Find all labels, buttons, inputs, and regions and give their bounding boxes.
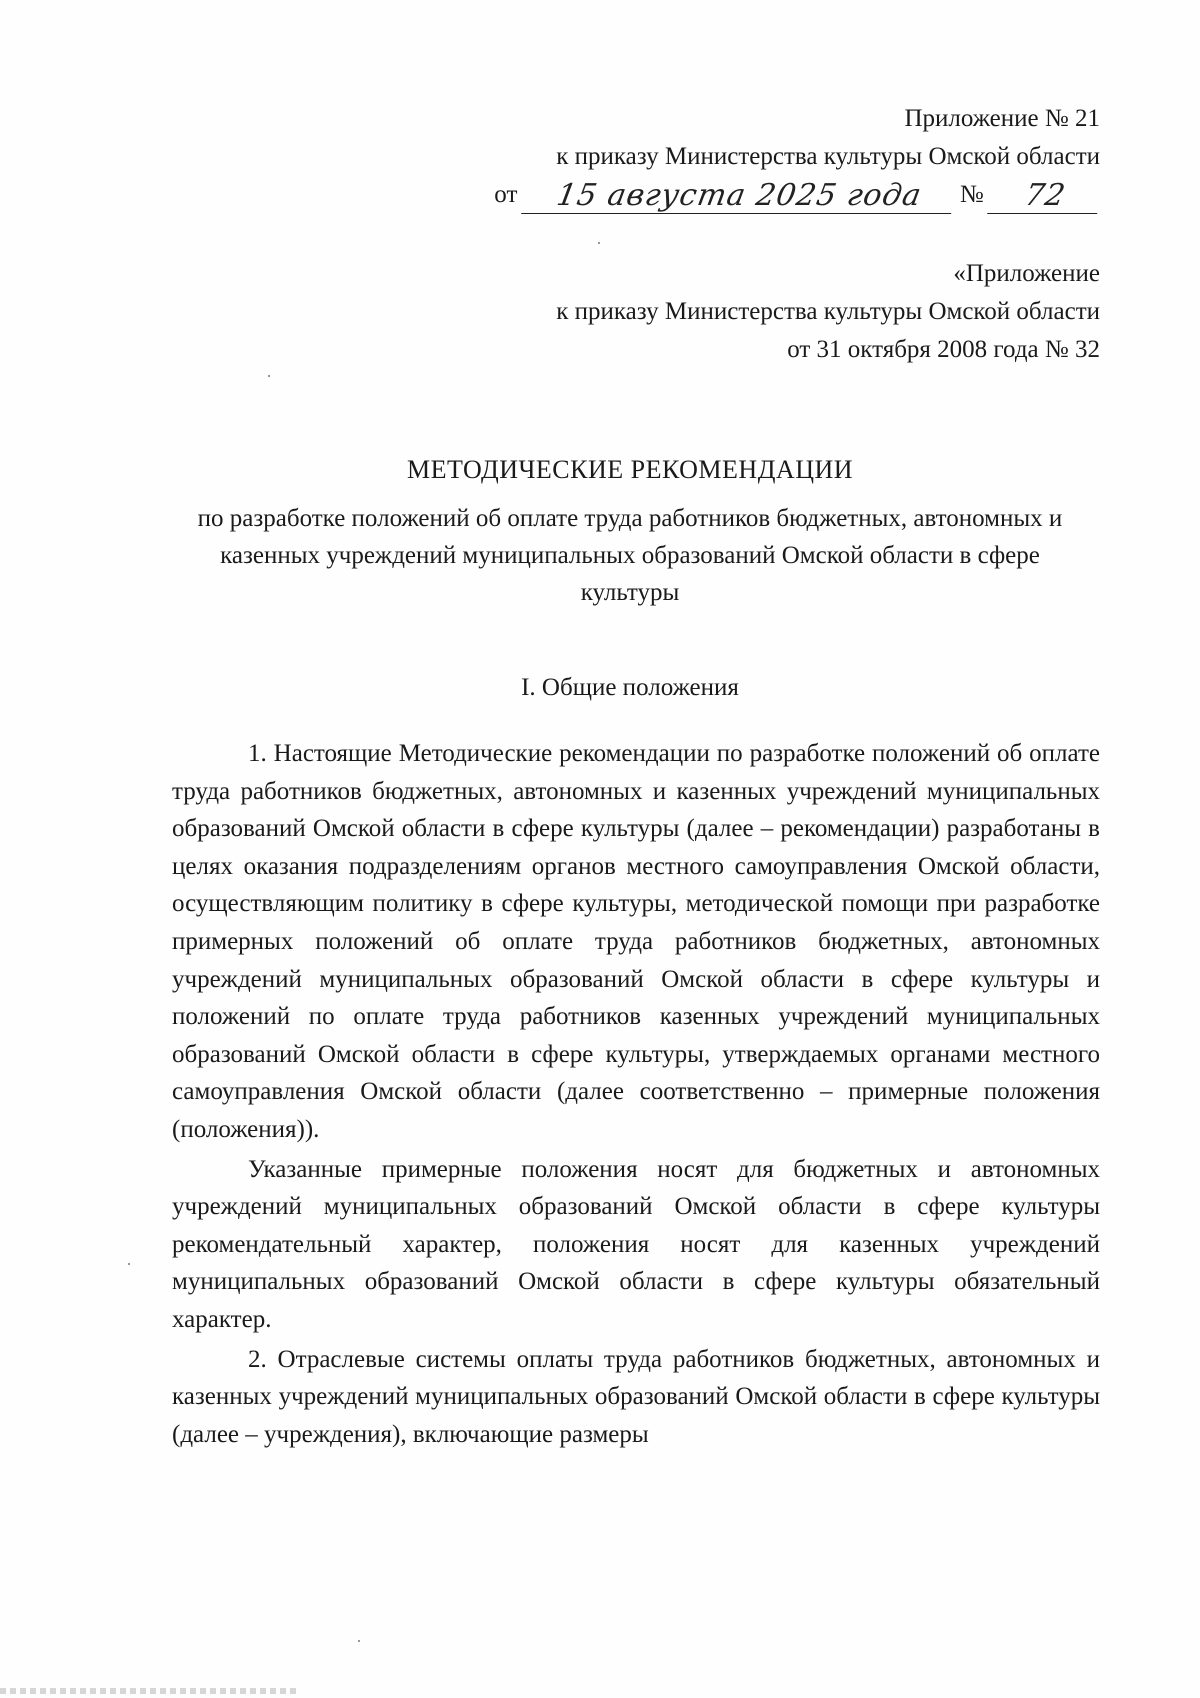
scan-speck [268, 375, 270, 377]
appendix-order-reference: к приказу Министерства культуры Омской области [556, 143, 1100, 170]
scan-speck [598, 242, 600, 244]
previous-order-date: от 31 октября 2008 года № 32 [787, 336, 1100, 363]
previous-order-header [460, 255, 1100, 369]
paragraph: 2. Отраслевые системы оплаты труда работников бюджетных, автономных и казенных учреждений муниципальных образований Омской области в сфере культуры (далее – учреждения), включающие размеры [172, 1345, 1100, 1448]
scan-edge-noise [0, 1688, 300, 1694]
handwritten-number: 72 [987, 181, 1103, 214]
previous-appendix: «Приложение [953, 260, 1100, 287]
previous-order-reference: к приказу Министерства культуры Омской области [556, 298, 1100, 325]
appendix-header [460, 100, 1100, 220]
scan-speck [358, 1640, 360, 1642]
paragraph: Указанные примерные положения носят для бюджетных и автономных учреждений муниципальных образований Омской области в сфере культуры рекомендательный характер, положения носят для казенных учреждений муниципальных образований Омской области в сфере культуры обязательный характер. [172, 1155, 1100, 1333]
order-date-number-line [460, 176, 1100, 220]
document-title: МЕТОДИЧЕСКИЕ РЕКОМЕНДАЦИИ [406, 455, 854, 484]
scan-speck [128, 1263, 130, 1265]
number-label: № [959, 181, 984, 208]
from-label: от [494, 181, 518, 208]
paragraph: 1. Настоящие Методические рекомендации по разработке положений об оплате труда работников бюджетных, автономных и казенных учреждений муниципальных образований Омской области в сфере культуры (далее – рекомендации) разработаны в целях оказания подразделениям органов местного самоуправления Омской области, осуществляющим политику в сфере культуры, методической помощи при разработке примерных положений об оплате труда работников бюджетных, автономных учреждений муниципальных образований Омской области в сфере культуры и положений по оплате труда работников казенных учреждений муниципальных образований Омской области в сфере культуры, утверждаемых органами местного самоуправления Омской области (далее соответственно – примерные положения (положения)). [172, 740, 1100, 1143]
handwritten-date: 15 августа 2025 года [521, 181, 957, 214]
document-subtitle: по разработке положений об оплате труда работников бюджетных, автономных и казенных учреждений муниципальных образований Омской области в сфере культуры [197, 505, 1063, 606]
document-body [172, 735, 1100, 1455]
section-heading: I. Общие положения [521, 674, 739, 701]
appendix-number: Приложение № 21 [904, 105, 1100, 132]
